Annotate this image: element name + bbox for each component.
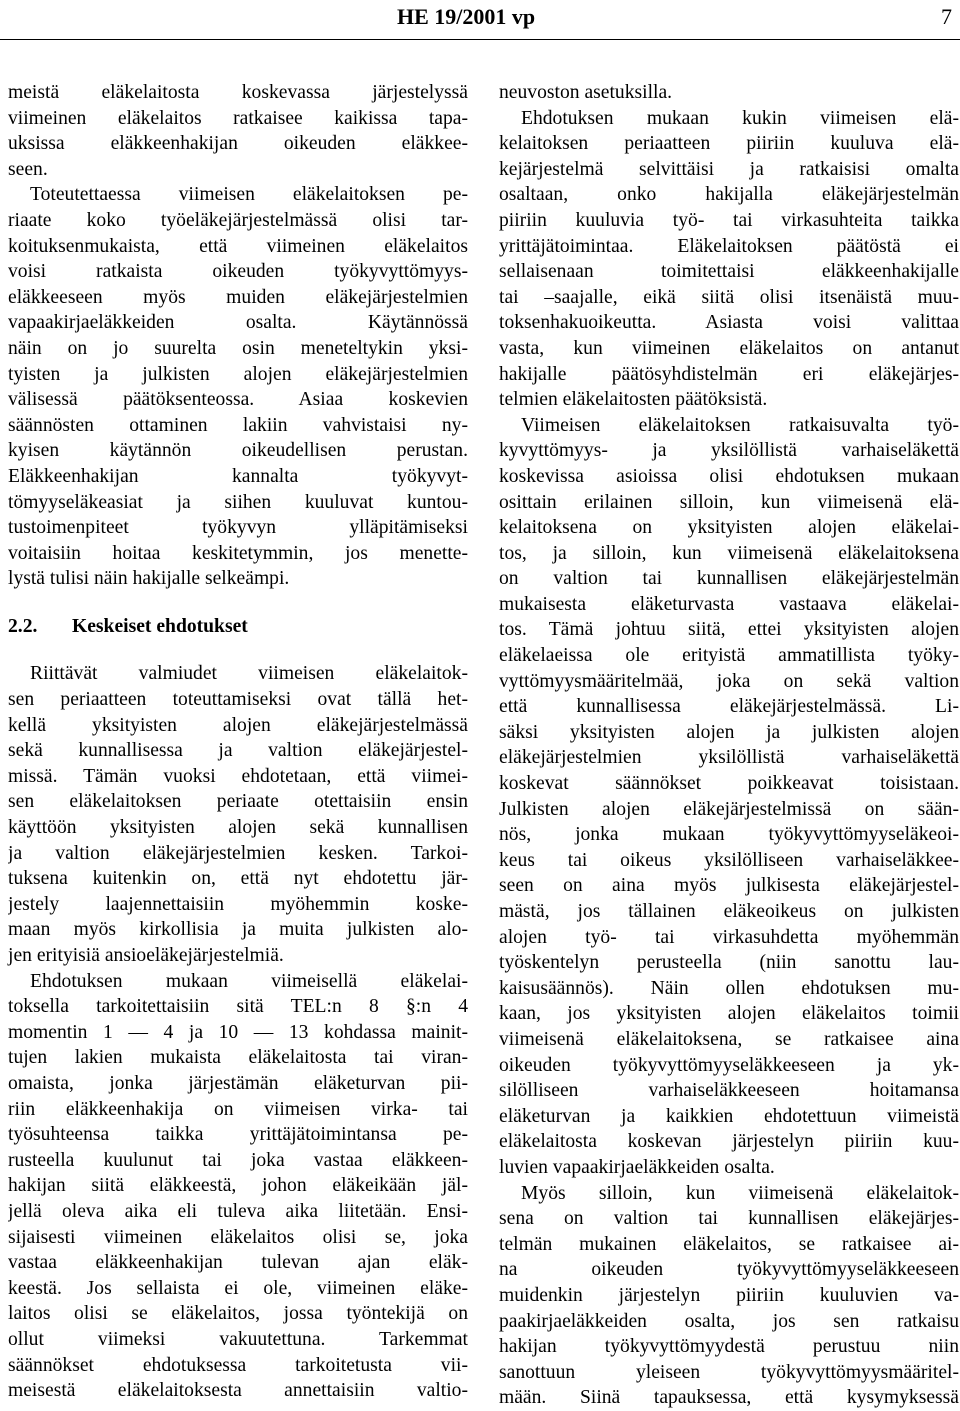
paragraph [8,969,468,1404]
paragraph [8,80,468,182]
text-line: sena on valtion tai kunnallisen eläkejärjes- [499,1208,959,1230]
text-line: na oikeuden työkyvyttömyyseläkkeeseen [499,1259,959,1281]
text-line: välisessä päätöksenteossa. Asiaa koskevien [8,389,468,411]
text-line: näin on jo suurelta osin meneteltykin yksi- [8,337,468,359]
text-line: koskevat säännökset poikkeavat toisistaan. [499,773,959,795]
text-line: sanottuun yleiseen työkyvyttömyysmääritel- [499,1361,959,1383]
text-line: kellä yksityisten alojen eläkejärjestelmässä [8,714,468,736]
text-line: momentin 1 — 4 ja 10 — 13 kohdassa mainit- [8,1021,468,1043]
text-line: mukaisesta eläketurvasta vastaava eläkelai- [499,593,959,615]
text-line: jellä oleva aika eli tuleva aika liitetään. Ensi- [8,1200,468,1222]
text-line: paakirjaeläkkeiden osalta, jos sen ratkaisu [499,1310,959,1332]
text-line: muidenkin järjestelyn piiriin kuuluvien va- [499,1284,959,1306]
text-line: toksenhakuoikeutta. Asiasta voisi valittaa [499,312,959,334]
text-line: neuvoston asetuksilla. [499,82,673,103]
text-line: sen periaatteen toteuttamiseksi ovat tällä het- [8,689,468,711]
section-title: Keskeiset ehdotukset [72,615,248,637]
text-line: hakijan työkyvyttömyydestä perustuu niin [499,1336,959,1358]
text-line: jestely laajennettaisiin myöhemmin koske- [8,893,468,915]
text-line: kelaitoksena on yksityisten alojen eläkelai- [499,517,959,539]
text-line: tustoimenpiteet työkyvyn ylläpitämiseksi [8,517,468,539]
page-header [0,0,960,40]
text-line: sekä kunnallisessa ja valtion eläkejärjestel- [8,740,468,762]
text-line: Myös silloin, kun viimeisenä eläkelaitok- [521,1182,959,1204]
text-line: tujen lakien mukaista eläkelaitosta tai viran- [8,1047,468,1069]
text-line: vasta, kun viimeinen eläkelaitos on antanut [499,337,959,359]
text-line: meistä eläkelaitosta koskevassa järjestelyssä [8,82,468,103]
text-line: piiriin kuuluvia työ- tai virkasuhteita taikka [499,209,959,231]
text-line: keestä. Jos sellaista ei ole, viimeinen eläke- [8,1277,468,1299]
text-line: on valtion tai kunnallisen eläkejärjestelmän [499,568,959,590]
text-line: hakijalle päätösyhdistelmän eri eläkejärjes- [499,363,959,385]
text-line: tyisten ja julkisten alojen eläkejärjestelmien [8,363,468,385]
text-line: oikeuden työkyvyttömyyseläkkeeseen ja yk- [499,1054,959,1076]
text-line: eläketurvan ja kaikkien ehdotettuun viimeistä [499,1105,959,1127]
text-line: vapaakirjaeläkkeiden osalta. Käytännössä [8,312,468,334]
text-line: Toteutettaessa viimeisen eläkelaitoksen pe- [30,184,468,206]
text-line: Ehdotuksen mukaan viimeisellä eläkelai- [30,970,468,992]
text-line: jen erityisiä ansioeläkejärjestelmiä. [8,945,284,966]
text-line: ollut viimeksi vakuutettuna. Tarkemmat [8,1328,468,1350]
text-line: mästä, jos tällainen eläkeoikeus on julkisten [499,901,959,922]
text-line: työskentelyn perusteella (niin sanottu lau- [499,952,959,974]
page-number: 7 [941,4,952,29]
text-line: luvien vapaakirjaeläkkeiden osalta. [499,1156,775,1178]
text-line: maan myös kirkollisia ja muita julkisten alo- [8,919,468,941]
text-line: telmien eläkelaitosten päätöksistä. [499,389,768,411]
text-line: toksella tarkoitettaisiin sitä TEL:n 8 §:n 4 [8,996,468,1018]
text-line: kejärjestelmä selvittäisi ja ratkaisisi omalta [499,158,959,180]
section-number: 2.2. [8,615,38,637]
text-line: eläkelaeissa ole erityistä ammatillista työky- [499,645,959,667]
text-line: vastaa eläkkeenhakijan tulevan ajan eläk- [8,1252,468,1274]
text-line: Riittävät valmiudet viimeisen eläkelaitok- [30,663,468,685]
text-line: eläkelaitosta koskevan järjestelyn piiriin kuu- [499,1131,959,1153]
text-line: meisestä eläkelaitoksesta annettaisiin valtio- [8,1380,468,1402]
text-line: koskevissa asioissa olisi ehdotuksen mukaan [499,465,959,487]
text-line: yrittäjätoimintaa. Eläkelaitoksen päätöstä ei [499,235,959,257]
text-line: kyvyttömyys- ja yksilöllistä varhaiseläkettä [499,440,959,462]
text-line: lystä tulisi näin hakijalle selkeämpi. [8,568,290,590]
text-line: että kunnallisessa eläkejärjestelmässä. Li- [499,696,959,718]
text-line: säännökset ehdotuksessa tarkoitetusta vii- [8,1354,468,1376]
text-line: laitos olisi se eläkelaitos, jossa työntekijä on [8,1303,468,1325]
text-line: viimeinen eläkelaitos ratkaisee kaikissa tapa- [8,107,468,129]
paragraph [499,80,959,106]
text-line: kaisusäännös). Näin ollen ehdotuksen mu- [499,977,959,999]
left-column [8,80,468,1404]
text-line: tos. Tämä johtuu siitä, ettei yksityisten alojen [499,619,959,641]
text-line: sen eläkelaitoksen periaate otettaisiin ensin [8,791,468,813]
section-heading [8,614,468,640]
text-line: missä. Tämän vuoksi ehdotetaan, että viimei- [8,765,468,787]
paragraph [8,182,468,592]
text-line: uksissa eläkkeenhakijan oikeuden eläkkee- [8,133,468,155]
text-line: keus tai oikeus yksilölliseen varhaiseläkkee- [499,849,959,871]
paragraph [499,413,959,1181]
text-line: säksi yksityisten alojen ja julkisten alojen [499,721,959,743]
text-line: vyttömyysmääritelmää, joka on sekä valtion [499,670,959,692]
text-line: viimeisenä eläkelaitoksena, se ratkaisee aina [499,1028,959,1050]
text-line: Viimeisen eläkelaitoksen ratkaisuvalta työ- [521,414,959,436]
text-line: eläkkeeseen myös muiden eläkejärjestelmien [8,286,468,308]
paragraph [8,661,468,968]
text-line: käyttöön yksityisten alojen sekä kunnallisen [8,817,468,839]
document-id: HE 19/2001 vp [397,4,536,29]
text-line: seen. [8,158,48,180]
text-line: tömyyseläkeasiat ja siihen kuuluvat kuntou- [8,491,468,513]
text-line: telmän mukainen eläkelaitos, se ratkaisee ai- [499,1233,959,1255]
text-line: Julkisten alojen eläkejärjestelmissä on sään- [499,798,959,820]
text-line: mään. Siinä tapauksessa, että kysymyksessä [499,1387,959,1409]
text-line: osaltaan, onko hakijalla eläkejärjestelmän [499,184,959,206]
text-line: seen on aina myös julkisesta eläkejärjestel- [499,875,959,897]
paragraph [499,1181,959,1411]
text-line: säännösten ottaminen lakiin vahvistaisi ny- [8,414,468,436]
paragraph [499,106,959,413]
text-line: tos, ja silloin, kun viimeisenä eläkelaitoksena [499,542,959,564]
text-line: ja valtion eläkejärjestelmien kesken. Tarkoi- [8,842,468,864]
text-line: kyisen käytännön oikeudellisen perustan. [8,440,468,462]
text-line: alojen työ- tai virkasuhdetta myöhemmän [499,926,959,948]
text-line: hakijan siitä eläkkeestä, johon eläkeikään jäl- [8,1175,468,1197]
text-line: voitaisiin hoitaa keskitetymmin, jos menette- [8,542,468,564]
text-line: voisi ratkaista oikeuden työkyvyttömyys- [8,261,468,283]
text-line: kaan, jos yksityisten alojen eläkelaitos toimii [499,1003,959,1025]
text-line: Ehdotuksen mukaan kukin viimeisen elä- [521,107,959,129]
text-line: nös, jonka mukaan työkyvyttömyyseläkeoi- [499,824,959,846]
text-line: sijaisesti viimeinen eläkelaitos olisi se, joka [8,1226,468,1248]
text-line: työsuhteensa taikka yrittäjätoimintansa pe- [8,1124,468,1146]
text-line: silölliseen varhaiseläkkeeseen hoitamansa [499,1080,959,1102]
text-line: kelaitoksen periaatteen piiriin kuuluva elä- [499,133,959,155]
text-line: Eläkkeenhakijan kannalta työkyvyt- [8,465,468,487]
text-line: osittain erilainen silloin, kun viimeisenä elä- [499,491,959,513]
text-line: omaista, jonka järjestämän eläketurvan pii- [8,1072,468,1094]
text-line: koituksenmukaista, että viimeinen eläkelaitos [8,235,468,257]
text-line: riaate koko työeläkejärjestelmässä olisi tar- [8,209,468,231]
text-line: tai –saajalle, eikä siitä olisi itsenäistä muu- [499,286,959,308]
right-column [499,80,959,1411]
text-line: riin eläkkeenhakija on viimeisen virka- tai [8,1098,468,1120]
text-line: eläkejärjestelmien yksilöllistä varhaiseläkettä [499,747,959,769]
text-line: rusteella kuulunut tai joka vastaa eläkkeen- [8,1149,468,1171]
text-line: sellaisenaan toimitettaisi eläkkeenhakijalle [499,261,959,283]
text-line: tuksena kuitenkin on, että nyt ehdotettu jär- [8,868,468,890]
